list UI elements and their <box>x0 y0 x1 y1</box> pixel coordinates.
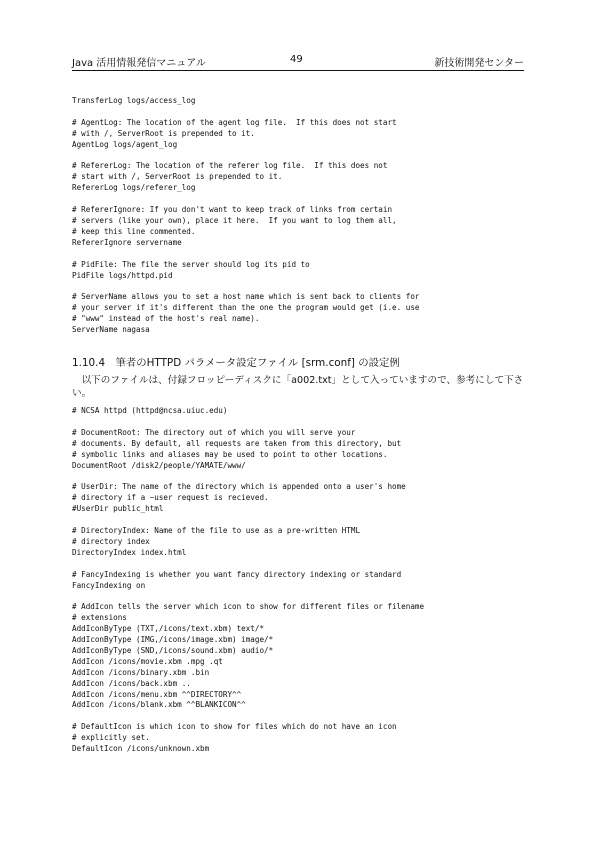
code-line: ServerName nagasa <box>72 325 150 335</box>
code-line: AddIconByType (SND,/icons/sound.xbm) audio/* <box>72 645 274 655</box>
code-line: # directory if a ~user request is recieved. <box>72 493 269 503</box>
code-line: TransferLog logs/access_log <box>72 96 196 105</box>
code-line: # RefererLog: The location of the referer log file. If this does not <box>72 161 388 171</box>
code-line: AddIconByType (IMG,/icons/image.xbm) image/* <box>72 635 274 645</box>
code-line: AddIcon /icons/menu.xbm ^^DIRECTORY^^ <box>72 689 242 699</box>
code-line: # DirectoryIndex: Name of the file to use as a pre-written HTML <box>72 525 361 535</box>
code-line: # servers (like your own), place it here. If you want to log them all, <box>72 215 397 225</box>
code-line: # NCSA httpd (httpd@ncsa.uiuc.edu) <box>72 406 228 415</box>
code-line: # AddIcon tells the server which icon to show for different files or filename <box>72 602 425 612</box>
code-line: # symbolic links and aliases may be used to point to other locations. <box>72 449 388 459</box>
code-line: AddIcon /icons/back.xbm .. <box>72 678 191 688</box>
code-line: AddIcon /icons/binary.xbm .bin <box>72 667 210 677</box>
code-line: # explicitly set. <box>72 733 150 743</box>
header-manual-title: Java 活用情報発信マニュアル <box>72 58 206 69</box>
code-line: DirectoryIndex index.html <box>72 547 187 557</box>
code-line: # start with /, ServerRoot is prepended to it. <box>72 172 283 182</box>
code-line: AddIcon /icons/movie.xbm .mpg .qt <box>72 656 223 666</box>
code-line: # directory index <box>72 536 150 546</box>
code-line: FancyIndexing on <box>72 580 146 590</box>
code-line: AgentLog logs/agent_log <box>72 139 178 149</box>
header-organization: 新技術開発センター <box>434 58 524 69</box>
code-line: AddIconByType (TXT,/icons/text.xbm) text/* <box>72 624 265 634</box>
code-line: RefererLog logs/referer_log <box>72 183 196 193</box>
code-line: # your server if it's different than the one the program would get (i.e. use <box>72 303 420 313</box>
header-divider <box>72 70 524 71</box>
section-heading: 1.10.4 筆者のHTTPD パラメータ設定ファイル [srm.conf] の設定例 <box>72 357 400 369</box>
code-line: # keep this line commented. <box>72 226 196 236</box>
code-line: DefaultIcon /icons/unknown.xbm <box>72 744 210 754</box>
code-line: PidFile logs/httpd.pid <box>72 270 173 280</box>
code-line: # extensions <box>72 613 127 623</box>
code-line: # PidFile: The file the server should log its pid to <box>72 259 310 269</box>
code-line: # DefaultIcon is which icon to show for files which do not have an icon <box>72 722 397 732</box>
code-line: # UserDir: The name of the directory which is appended onto a user's home <box>72 482 406 492</box>
code-line: # DocumentRoot: The directory out of which you will serve your <box>72 427 356 437</box>
code-line: AddIcon /icons/blank.xbm ^^BLANKICON^^ <box>72 700 246 710</box>
code-line: # FancyIndexing is whether you want fancy directory indexing or standard <box>72 569 402 579</box>
srm-conf-code-listing <box>72 406 424 755</box>
code-line: # with /, ServerRoot is prepended to it. <box>72 128 255 138</box>
page-header <box>72 54 524 70</box>
header-page-number: 49 <box>290 54 303 65</box>
httpd-conf-code-listing <box>72 96 419 336</box>
code-line: DocumentRoot /disk2/people/YAMATE/www/ <box>72 460 246 470</box>
code-line: #UserDir public_html <box>72 504 164 514</box>
code-line: # documents. By default, all requests are taken from this directory, but <box>72 438 402 448</box>
section-intro-paragraph: 以下のファイルは、付録フロッピーディスクに「a002.txt」として入っていますので、参考にして下さい。 <box>72 375 524 399</box>
code-line: # "www" instead of the host's real name). <box>72 314 260 324</box>
code-line: # AgentLog: The location of the agent log file. If this does not start <box>72 117 397 127</box>
code-line: RefererIgnore servername <box>72 237 182 247</box>
code-line: # ServerName allows you to set a host name which is sent back to clients for <box>72 292 420 302</box>
code-line: # RefererIgnore: If you don't want to keep track of links from certain <box>72 205 393 215</box>
